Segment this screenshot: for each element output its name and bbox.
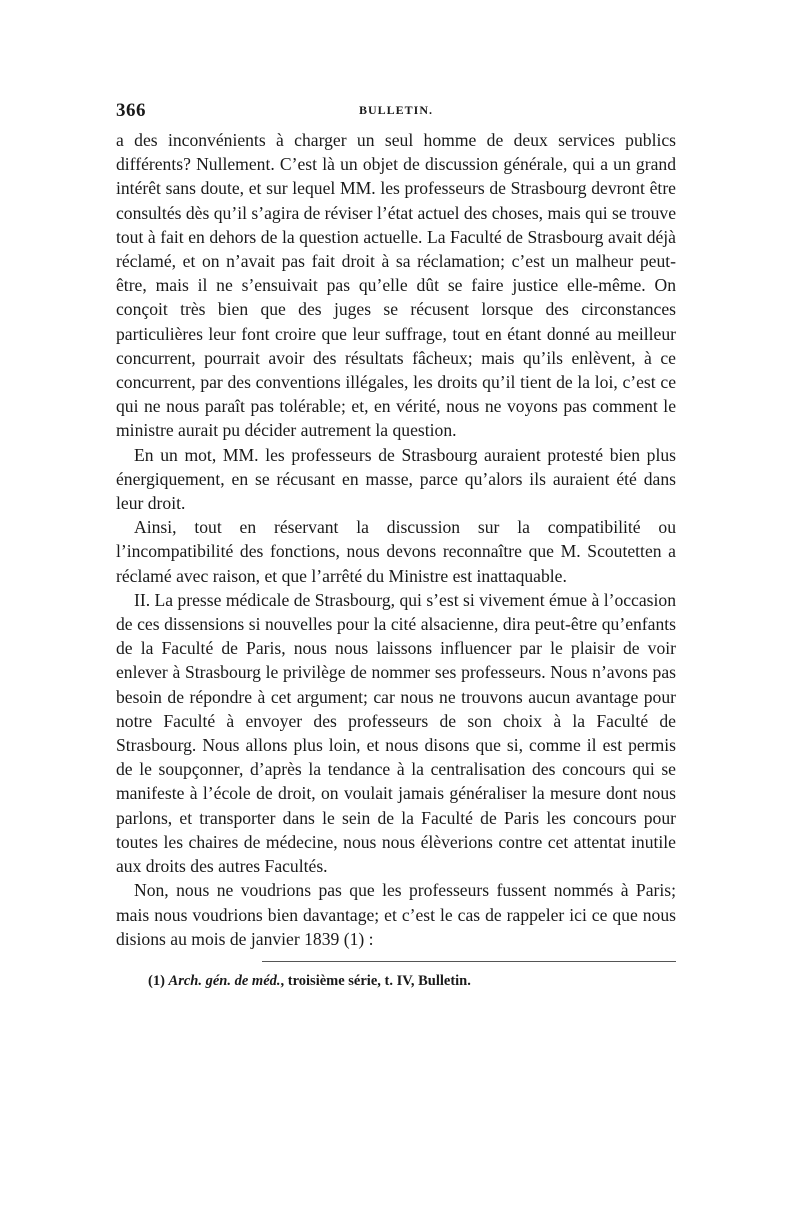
paragraph-5: Non, nous ne voudrions pas que les professeurs fussent nommés à Paris; mais nous voudrions bien davantage; et c’est le cas de rappeler ici ce que nous disions au mois de janvier 1839 (1) : bbox=[116, 880, 676, 949]
page-number: 366 bbox=[116, 100, 146, 121]
page-header bbox=[116, 100, 676, 124]
running-head: BULLETIN. bbox=[358, 103, 434, 117]
footnote bbox=[148, 971, 676, 991]
footnote-marker: (1) bbox=[148, 972, 165, 989]
footnote-source: Arch. gén. de méd. bbox=[168, 972, 281, 989]
footnote-rest: , troisième série, t. IV, Bulletin. bbox=[280, 972, 471, 989]
paragraph-1: a des inconvénients à charger un seul homme de deux services publics différents? Nullement. C’est là un objet de discussion générale, qui a un grand intérêt sans doute, et sur lequel MM. les professeurs de Strasbourg devront être consultés dès qu’il s’agira de réviser l’état actuel des choses, mais qui se trouve tout à fait en dehors de la question actuelle. La Faculté de Strasbourg avait déjà réclamé, et on n’avait pas fait droit à sa réclamation; c’est un malheur peut-être, mais il ne s’ensuivait pas qu’elle dût se faire justice elle-même. On conçoit très bien que des juges se récusent lorsque des circonstances particulières leur font croire que leur suffrage, tout en étant donné au meilleur concurrent, pourrait avoir des résultats fâcheux; mais qu’ils enlèvent, à ce concurrent, par des conventions illégales, les droits qu’il tient de la loi, c’est ce qui ne nous paraît pas tolérable; et, en vérité, nous ne voyons pas comment le ministre aurait pu décider autrement la question. bbox=[116, 130, 676, 441]
footnote-rule bbox=[262, 961, 676, 962]
book-page bbox=[116, 100, 676, 991]
paragraph-2: En un mot, MM. les professeurs de Strasbourg auraient protesté bien plus énergiquement, en se récusant en masse, parce qu’alors ils auraient été dans leur droit. bbox=[116, 444, 676, 514]
body-text bbox=[116, 128, 676, 951]
paragraph-4: II. La presse médicale de Strasbourg, qui s’est si vivement émue à l’occasion de ces dissensions si nouvelles pour la cité alsacienne, dira peut-être qu’enfants de la Faculté de Paris, nous nous laissons influencer par le plaisir de voir enlever à Strasbourg le privilège de nommer ses professeurs. Nous n’avons pas besoin de répondre à cet argument; car nous ne trouvons aucun avantage pour notre Faculté à envoyer des professeurs de son choix à la Faculté de Strasbourg. Nous allons plus loin, et nous disons que si, comme il est permis de le soupçonner, d’après la tendance à la centralisation des concours qui se manifeste à l’école de droit, on voulait jamais généraliser la mesure dont nous parlons, et transporter dans le sein de la Faculté de Paris les concours pour toutes les chaires de médecine, nous nous élèverions contre cet attentat inutile aux droits des autres Facultés. bbox=[116, 589, 676, 877]
paragraph-3: Ainsi, tout en réservant la discussion sur la compatibilité ou l’incompatibilité des fonctions, nous devons reconnaître que M. Scoutetten a réclamé avec raison, et que l’arrêté du Ministre est inattaquable. bbox=[116, 517, 676, 586]
